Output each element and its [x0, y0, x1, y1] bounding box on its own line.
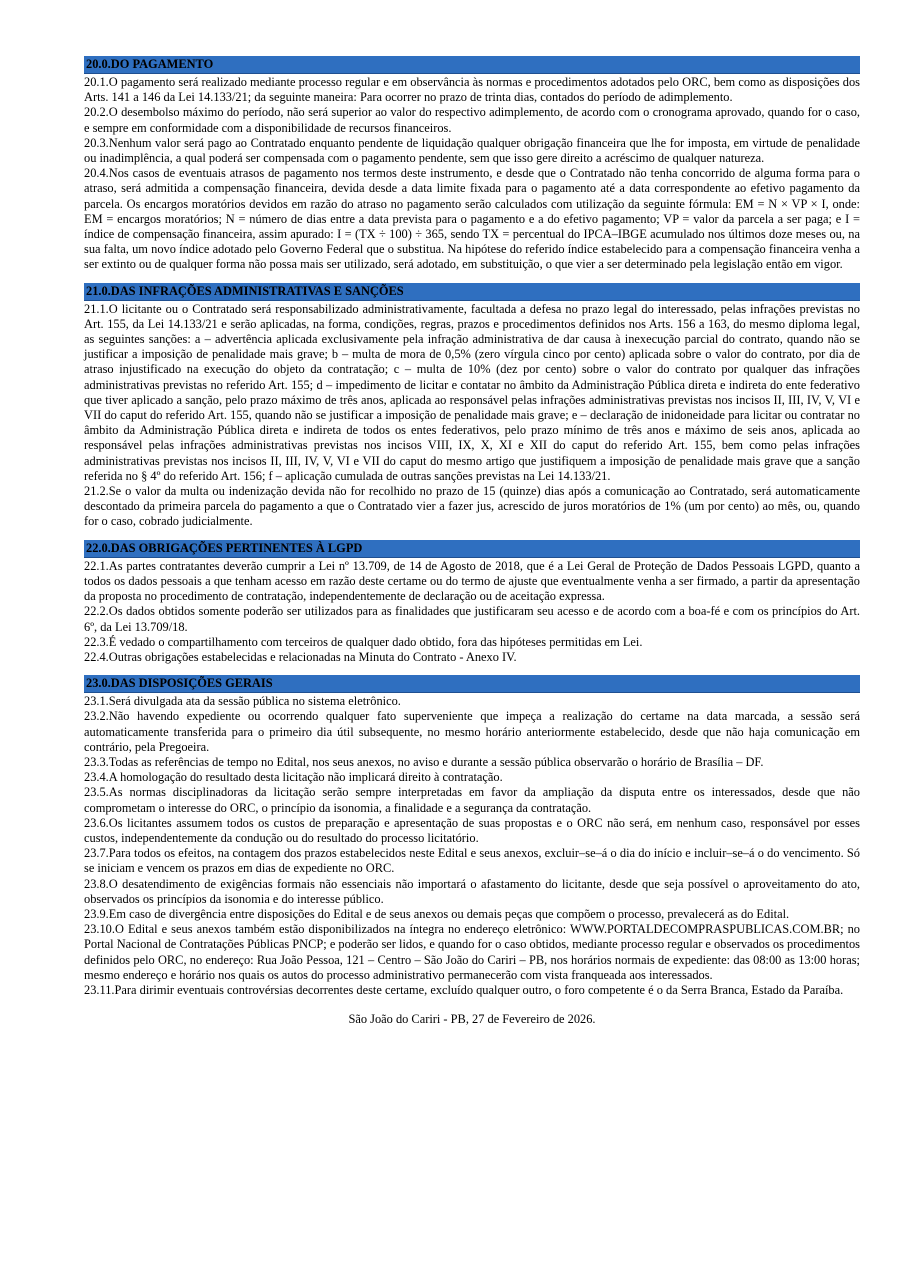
paragraph-21-2: 21.2.Se o valor da multa ou indenização devida não for recolhido no prazo de 15 (quinze) dias após a comunicação ao Contratado, será automaticamente descontado da primeira parcela do pagamento a que o Contratado vier a fazer jus, acrescido de juros moratórios de 1% (um por cento) ao mês, ou, quando for o caso, cobrado judicialmente. [84, 484, 860, 529]
paragraph-23-9: 23.9.Em caso de divergência entre disposições do Edital e de seus anexos ou demais peças que compõem o processo, prevalecerá as do Edital. [84, 906, 790, 921]
paragraph-23-10: 23.10.O Edital e seus anexos também estão disponibilizados na íntegra no endereço eletrônico: WWW.PORTALDECOMPRASPUBLICAS.COM.BR; no Portal Nacional de Contratações Públicas PNCP; e poderão ser lidos, e quando for o caso obtidos, mediante processo regular e observados os procedimentos definidos pelo ORC, no endereço: Rua João Pessoa, 121 – Centro – São João do Cariri – PB, nos horários normais de expediente: das 08:00 as 13:00 horas; mesmo endereço e horário nos quais os autos do processo administrativo permanecerão com vista franqueada aos interessados. [84, 922, 860, 982]
document-page [84, 56, 860, 1027]
paragraph-23-4: 23.4.A homologação do resultado desta licitação não implicará direito à contratação. [84, 770, 503, 785]
paragraph-22-3: 22.3.É vedado o compartilhamento com terceiros de qualquer dado obtido, fora das hipóteses permitidas em Lei. [84, 634, 643, 649]
paragraph-20-2: 20.2.O desembolso máximo do período, não será superior ao valor do respectivo adimplemento, de acordo com o cronograma aprovado, quando for o caso, e sempre em conformidade com a disponibilidade de recursos financeiros. [84, 105, 860, 135]
paragraph-23-3: 23.3.Todas as referências de tempo no Edital, nos seus anexos, no aviso e durante a sessão pública observarão o horário de Brasília – DF. [84, 754, 764, 769]
section-lgpd [84, 540, 860, 665]
section-heading: 23.0.DAS DISPOSIÇÕES GERAIS [84, 675, 860, 693]
paragraph-23-11: 23.11.Para dirimir eventuais controvérsias decorrentes deste certame, excluído qualquer outro, o foro competente é o da Serra Branca, Estado da Paraíba. [84, 982, 844, 997]
paragraph-23-5: 23.5.As normas disciplinadoras da licitação serão sempre interpretadas em favor da ampliação da disputa entre os interessados, desde que não comprometam o interesse do ORC, o princípio da isonomia, a finalidade e a segurança da contratação. [84, 785, 860, 815]
paragraph-22-2: 22.2.Os dados obtidos somente poderão ser utilizados para as finalidades que justificaram seu acesso e de acordo com a boa-fé e com os princípios do Art. 6º, da Lei 13.709/18. [84, 604, 860, 634]
place-date-footer: São João do Cariri - PB, 27 de Fevereiro de 2026. [348, 1012, 596, 1027]
paragraph-23-2: 23.2.Não havendo expediente ou ocorrendo qualquer fato superveniente que impeça a realização do certame na data marcada, a sessão será automaticamente transferida para o primeiro dia útil subsequente, no mesmo horário anteriormente estabelecido, desde que não haja comunicação em contrário, pela Pregoeira. [84, 709, 860, 754]
paragraph-23-6: 23.6.Os licitantes assumem todos os custos de preparação e apresentação de suas propostas e o ORC não será, em nenhum caso, responsável por esses custos, independentemente da condução ou do resultado do processo licitatório. [84, 815, 860, 845]
paragraph-23-1: 23.1.Será divulgada ata da sessão pública no sistema eletrônico. [84, 694, 401, 709]
paragraph-23-7: 23.7.Para todos os efeitos, na contagem dos prazos estabelecidos neste Edital e seus anexos, excluir–se–á o dia do início e incluir–se–á o do vencimento. Só se iniciam e vencem os prazos em dias de expediente no ORC. [84, 846, 860, 876]
paragraph-20-4: 20.4.Nos casos de eventuais atrasos de pagamento nos termos deste instrumento, e desde que o Contratado não tenha concorrido de alguma forma para o atraso, será admitida a compensação financeira, devida desde a data limite fixada para o pagamento até a data correspondente ao efetivo pagamento da parcela. Os encargos moratórios devidos em razão do atraso no pagamento serão calculados com utilização da seguinte fórmula: EM = N × VP × I, onde: EM = encargos moratórios; N = número de dias entre a data prevista para o pagamento e a do efetivo pagamento; VP = valor da parcela a ser paga; e I = índice de compensação financeira, assim apurado: I = (TX ÷ 100) ÷ 365, sendo TX = percentual do IPCA–IBGE acumulado nos últimos doze meses ou, na sua falta, um novo índice adotado pelo Governo Federal que o substitua. Na hipótese do referido índice estabelecido para a compensação financeira venha a ser extinto ou de qualquer forma não possa mais ser utilizado, será adotado, em substituição, o que vier a ser determinado pela legislação então em vigor. [84, 166, 860, 272]
paragraph-20-1: 20.1.O pagamento será realizado mediante processo regular e em observância às normas e procedimentos adotados pelo ORC, bem como as disposições dos Arts. 141 a 146 da Lei 14.133/21; da seguinte maneira: Para ocorrer no prazo de trinta dias, contados do período de adimplemento. [84, 75, 860, 105]
paragraph-21-1: 21.1.O licitante ou o Contratado será responsabilizado administrativamente, facultada a defesa no prazo legal do interessado, pelas infrações previstas no Art. 155, da Lei 14.133/21 e serão aplicadas, na forma, condições, regras, prazos e procedimentos definidos nos Arts. 156 a 163, do mesmo diploma legal, as seguintes sanções: a – advertência aplicada exclusivamente pela infração administrativa de dar causa à inexecução parcial do contrato, quando não se justificar a imposição de penalidade mais grave; b – multa de mora de 0,5% (zero vírgula cinco por cento) aplicada sobre o valor do contrato, por dia de atraso injustificado na execução do objeto da contratação; c – multa de 10% (dez por cento) sobre o valor do contrato por qualquer das infrações administrativas previstas no referido Art. 155; d – impedimento de licitar e contatar no âmbito da Administração Pública direta e indireta do ente federativo que tiver aplicado a sanção, pelo prazo máximo de três anos, aplicada ao responsável pelas infrações administrativas previstas nos incisos II, III, IV, V, VI e VII do caput do referido Art. 155, quando não se justificar a imposição de penalidade mais grave; e – declaração de inidoneidade para licitar ou contratar no âmbito da Administração Pública direta e indireta de todos os entes federativos, pelo prazo mínimo de três anos e máximo de seis anos, aplicada ao responsável pelas infrações administrativas previstas nos incisos VIII, IX, X, XI e XII do caput do referido Art. 155, bem como pelas infrações administrativas previstas nos incisos II, III, IV, V, VI e VII do caput do mesmo artigo que justifiquem a imposição de penalidade mais grave que a sanção referida no § 4º do referido Art. 156; f – aplicação cumulada de outras sanções previstas na Lei 14.133/21. [84, 301, 860, 483]
paragraph-22-1: 22.1.As partes contratantes deverão cumprir a Lei nº 13.709, de 14 de Agosto de 2018, que é a Lei Geral de Proteção de Dados Pessoais LGPD, quanto a todos os dados pessoais a que tenham acesso em razão deste certame ou do termo de ajuste que eventualmente venha a ser firmado, a partir da apresentação da proposta no procedimento de contratação, independentemente de declaração ou de aceitação expressa. [84, 558, 860, 604]
section-infracoes [84, 283, 860, 530]
paragraph-22-4: 22.4.Outras obrigações estabelecidas e relacionadas na Minuta do Contrato - Anexo IV. [84, 649, 517, 664]
section-pagamento [84, 56, 860, 273]
section-heading: 20.0.DO PAGAMENTO [84, 56, 860, 74]
section-heading: 21.0.DAS INFRAÇÕES ADMINISTRATIVAS E SANÇÕES [84, 283, 860, 301]
paragraph-23-8: 23.8.O desatendimento de exigências formais não essenciais não importará o afastamento do licitante, desde que seja possível o aproveitamento do ato, observados os princípios da isonomia e do interesse público. [84, 876, 860, 906]
paragraph-20-3: 20.3.Nenhum valor será pago ao Contratado enquanto pendente de liquidação qualquer obrigação financeira que lhe for imposta, em virtude de penalidade ou inadimplência, a qual poderá ser compensada com o pagamento pendente, sem que isso gere direito a acréscimo de qualquer natureza. [84, 135, 860, 166]
section-heading: 22.0.DAS OBRIGAÇÕES PERTINENTES À LGPD [84, 540, 860, 558]
section-disposicoes-gerais [84, 675, 860, 998]
